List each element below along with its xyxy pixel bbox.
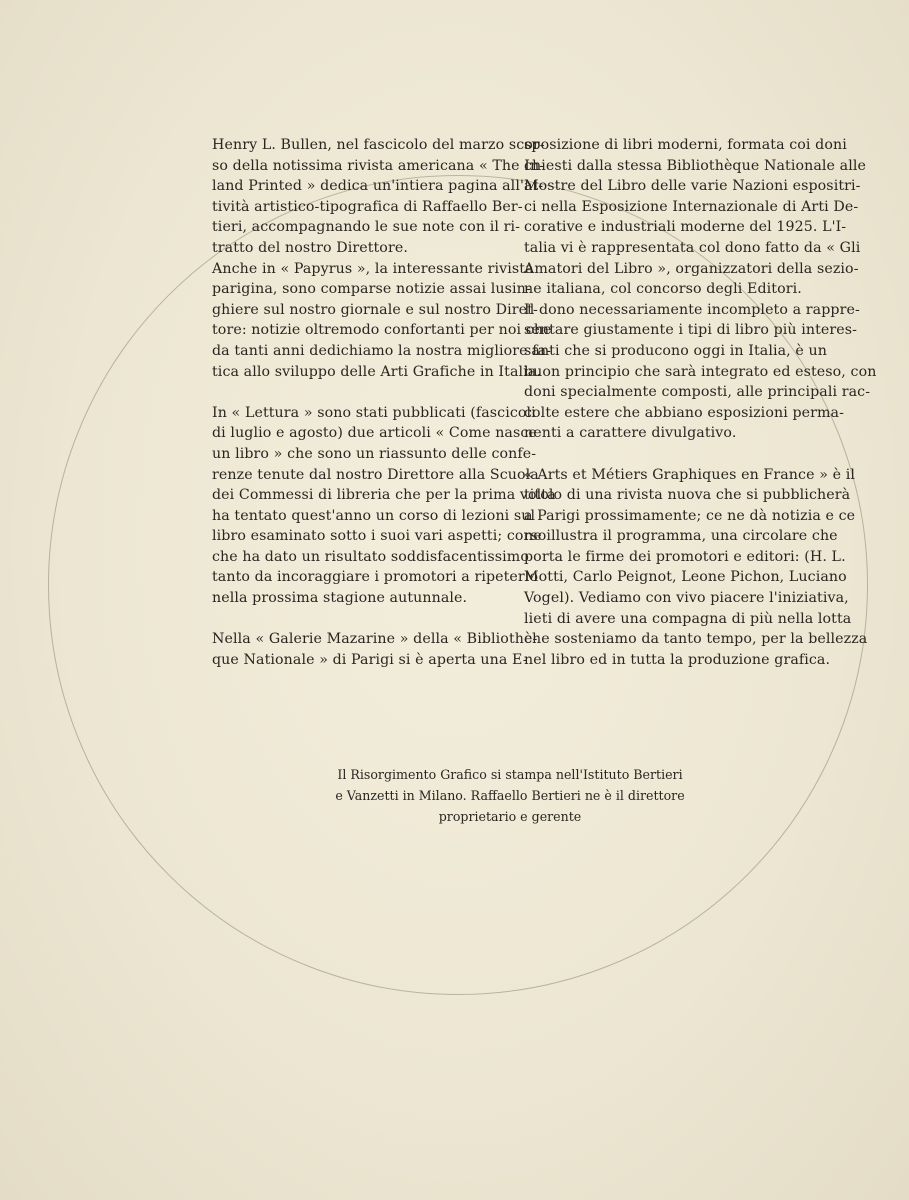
text-line: nella prossima stagione autunnale. [212,590,468,607]
text-line: da tanti anni dedichiamo la nostra migliore fa- [212,342,552,359]
text-line: sentare giustamente i tipi di libro più interes- [524,322,858,339]
left-column [212,135,556,670]
text-line: ha tentato quest'anno un corso di lezioni sul [212,507,536,524]
text-line: Amatori del Libro », organizzatori della sezio- [524,260,859,277]
imprint-line: Il Risorgimento Grafico si stampa nell'Istituto Bertieri [337,767,683,782]
paragraph-arts-et-metiers [524,465,868,671]
text-line: talia vi è rappresentata col dono fatto da « Gli [524,239,861,256]
text-line: tica allo sviluppo delle Arti Grafiche in Italia. [212,363,541,380]
text-line: sposizione di libri moderni, formata coi doni [524,137,847,153]
text-line: tanto da incoraggiare i promotori a ripeterlo [212,569,539,586]
text-line: Il dono necessariamente incompleto a rappre- [524,301,860,318]
text-line: tività artistico-tipografica di Raffaello Ber- [212,198,523,215]
text-line: santi che si producono oggi in Italia, è un [524,342,827,359]
text-line: corative e industriali moderne del 1925. L'I- [524,219,847,236]
text-line: ghiere sul nostro giornale e sul nostro Diret- [212,301,538,318]
text-line: Henry L. Bullen, nel fascicolo del marzo scor- [212,137,545,153]
text-line: tore: notizie oltremodo confortanti per noi che [212,322,552,339]
imprint-line: proprietario e gerente [438,809,582,824]
text-line: ne italiana, col concorso degli Editori. [524,281,802,298]
text-line: nel libro ed in tutta la produzione grafica. [524,651,831,668]
text-line: dei Commessi di libreria che per la prima volta [212,487,556,504]
paragraph-esposizione [524,135,866,300]
imprint-line: e Vanzetti in Milano. Raffaello Bertieri ne è il direttore [335,788,685,803]
right-column [524,135,877,670]
paragraph-bullen [212,135,545,259]
text-line: chiesti dalla stessa Bibliothèque Nationale alle [524,157,866,174]
text-line: a Parigi prossimamente; ce ne dà notizia e ce [524,507,856,524]
text-line: tratto del nostro Direttore. [212,239,408,256]
text-line: titolo di una rivista nuova che si pubblicherà [524,487,851,504]
text-line: buon principio che sarà integrato ed esteso, con [524,363,877,380]
text-line: nenti a carattere divulgativo. [524,425,737,442]
text-line: Vogel). Vediamo con vivo piacere l'iniziativa, [524,590,849,607]
text-line: che ha dato un risultato soddisfacentissimo [212,548,529,565]
text-line: que Nationale » di Parigi si è aperta una E- [212,651,528,668]
text-line: Mostre del Libro delle varie Nazioni espositri- [524,178,861,195]
text-line: un libro » che sono un riassunto delle confe- [212,445,537,462]
text-line: lieti di avere una compagna di più nella lotta [524,610,852,627]
text-line: Motti, Carlo Peignot, Leone Pichon, Luciano [524,569,847,586]
text-line: land Printed » dedica un'intiera pagina all'at- [212,178,544,195]
text-line: che sosteniamo da tanto tempo, per la bellezza [524,631,868,648]
text-line: Nella « Galerie Mazarine » della « Bibliothè- [212,631,538,648]
text-line: Anche in « Papyrus », la interessante rivista [212,260,534,277]
text-line: In « Lettura » sono stati pubblicati (fascicoli [212,404,536,421]
text-line: porta le firme dei promotori e editori: (H. L. [524,548,846,565]
paragraph-papyrus [212,259,552,383]
text-line: tieri, accompagnando le sue note con il ri- [212,219,520,236]
paragraph-lettura [212,403,556,609]
text-line: ci nella Esposizione Internazionale di Arti De- [524,198,859,215]
text-line: so della notissima rivista americana « The In- [212,157,545,174]
text-line: ne illustra il programma, una circolare che [524,528,838,545]
paragraph-dono [524,300,877,444]
text-line: colte estere che abbiano esposizioni perma- [524,404,845,421]
text-line: di luglio e agosto) due articoli « Come nasce [212,425,537,442]
text-line: parigina, sono comparse notizie assai lusin- [212,281,531,298]
text-line: libro esaminato sotto i suoi vari aspetti; corso [212,528,547,545]
text-line: doni specialmente composti, alle principali rac- [524,384,871,401]
text-line: « Arts et Métiers Graphiques en France » è il [524,466,855,483]
imprint [330,764,690,827]
text-line: renze tenute dal nostro Direttore alla Scuola [212,466,539,483]
paragraph-mazarine [212,629,538,670]
